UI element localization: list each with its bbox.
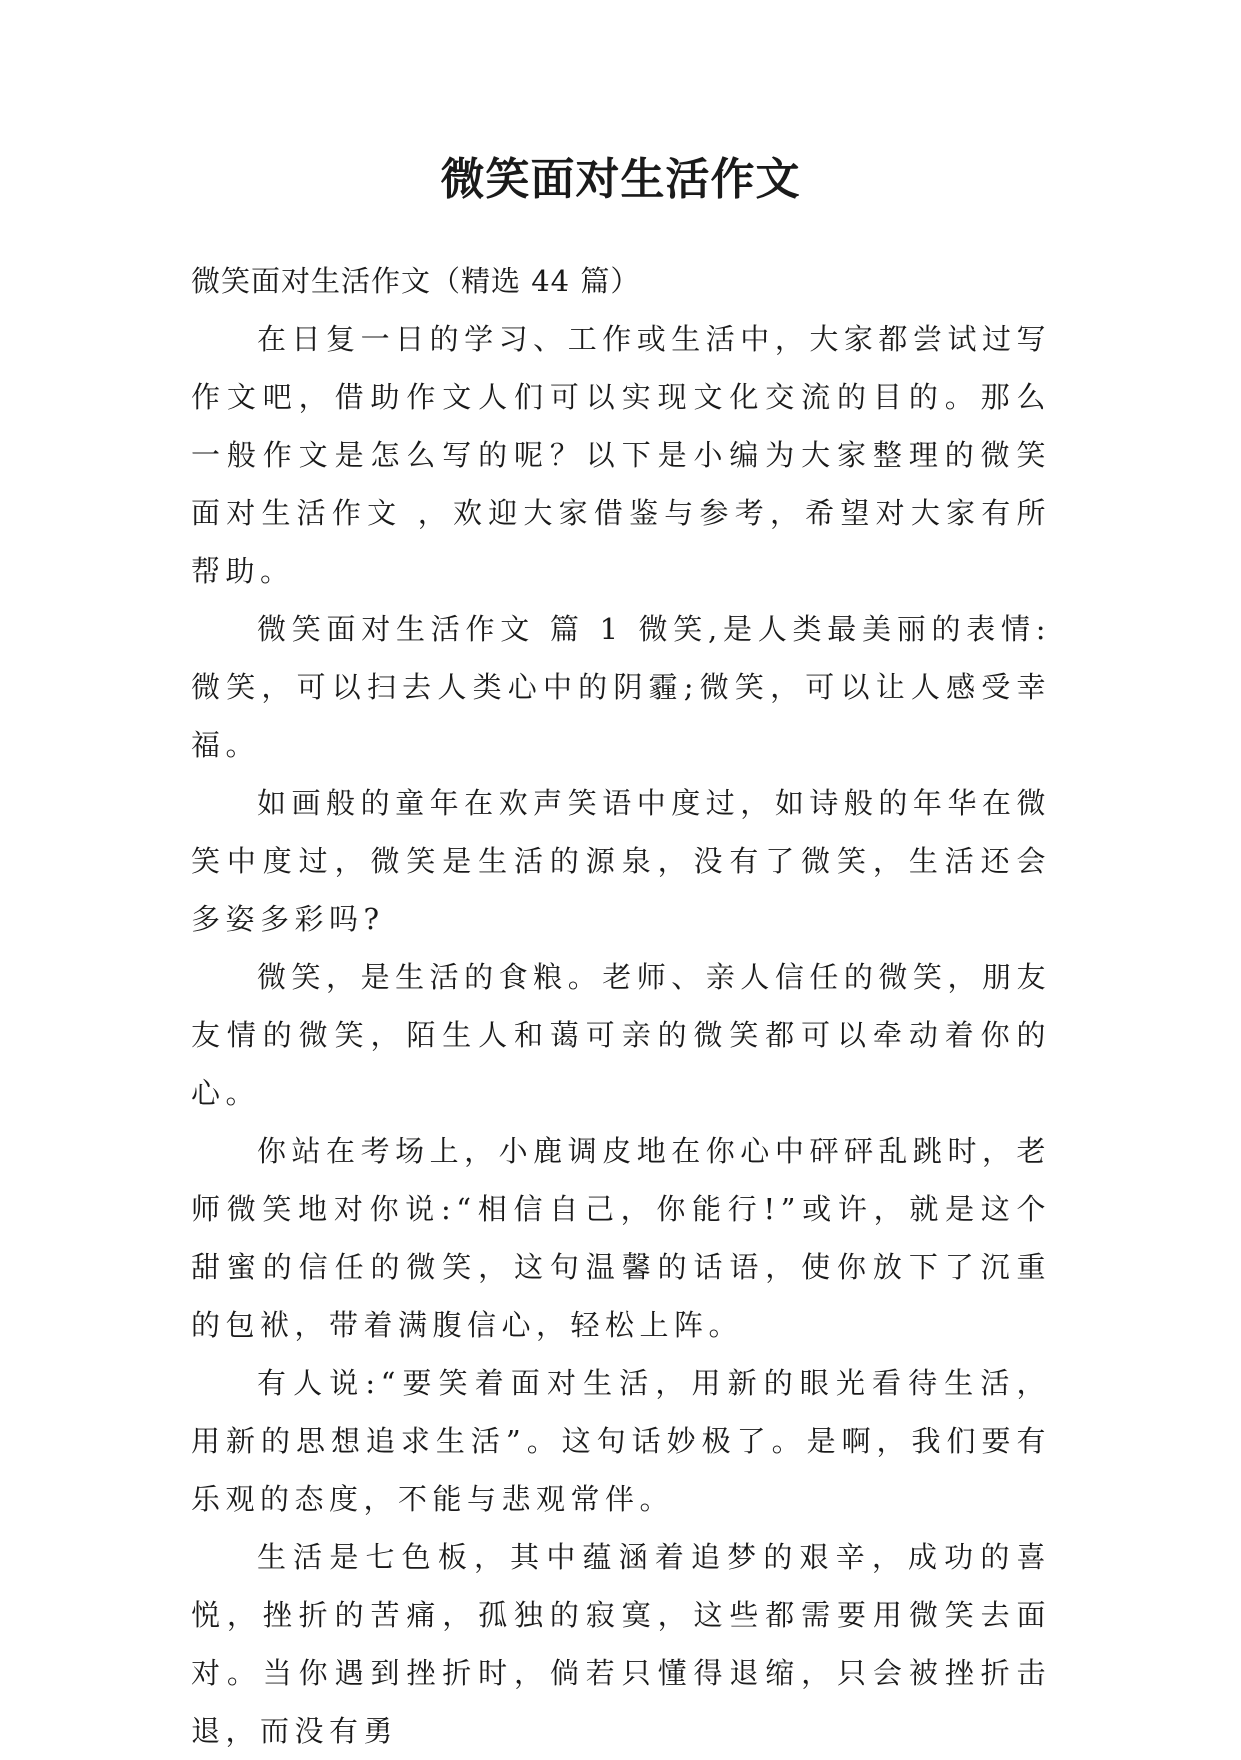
paragraph-palette: 生活是七色板，其中蕴涵着追梦的艰辛，成功的喜悦，挫折的苦痛，孤独的寂寞，这些都需要用微笑去面对。当你遇到挫折时，倘若只懂得退缩，只会被挫折击退，而没有勇 bbox=[191, 1540, 1051, 1748]
paragraph-quote: 有人说:“要笑着面对生活，用新的眼光看待生活，用新的思想追求生活”。这句话妙极了。是啊，我们要有乐观的态度，不能与悲观常伴。 bbox=[191, 1366, 1051, 1516]
document-title: 微笑面对生活作文 bbox=[440, 154, 801, 205]
paragraph-childhood: 如画般的童年在欢声笑语中度过，如诗般的年华在微笑中度过，微笑是生活的源泉，没有了微笑，生活还会多姿多彩吗? bbox=[191, 786, 1051, 936]
paragraph-intro: 在日复一日的学习、工作或生活中，大家都尝试过写作文吧，借助作文人们可以实现文化交流的目的。那么一般作文是怎么写的呢？以下是小编为大家整理的微笑面对生活作文 ，欢迎大家借鉴与参考，希望对大家有所帮助。 bbox=[191, 322, 1051, 588]
document-subtitle: 微笑面对生活作文（精选 44 篇） bbox=[191, 264, 641, 298]
paragraph-essay-1-opening: 微笑面对生活作文 篇 1 微笑,是人类最美丽的表情:微笑，可以扫去人类心中的阴霾;微笑，可以让人感受幸福。 bbox=[191, 612, 1051, 762]
document-body bbox=[191, 252, 1051, 1760]
paragraph-nourishment: 微笑，是生活的食粮。老师、亲人信任的微笑，朋友友情的微笑，陌生人和蔼可亲的微笑都可以牵动着你的心。 bbox=[191, 960, 1051, 1110]
paragraph-exam: 你站在考场上，小鹿调皮地在你心中砰砰乱跳时，老师微笑地对你说:“相信自己，你能行!”或许，就是这个甜蜜的信任的微笑，这句温馨的话语，使你放下了沉重的包袱，带着满腹信心，轻松上阵。 bbox=[191, 1134, 1051, 1342]
